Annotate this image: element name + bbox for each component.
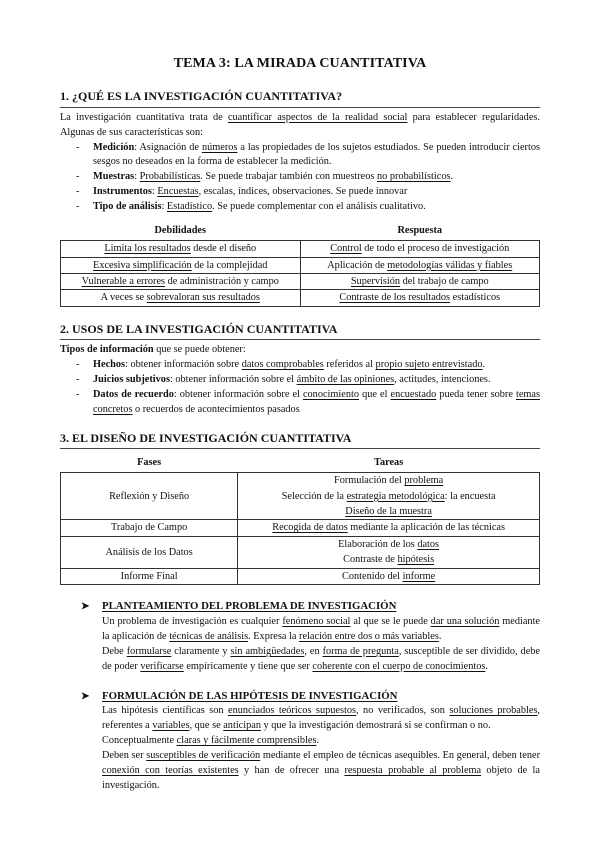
list-item: - Tipo de análisis: Estadístico. Se puede complementar con el análisis cualitativo. [76,200,540,215]
problem-paragraph-2: Debe formularse claramente y sin ambigüedades, en forma de pregunta, susceptible de ser dividido, debe de poder verificarse empíricamente y tiene que ser coherente con el cuerpo de conocimientos. [102,645,540,672]
problem-paragraph-1: Un problema de investigación es cualquier fenómeno social al que se le puede dar una solución mediante la aplicación de técnicas de análisis. Expresa la relación entre dos o más variables. [102,615,541,642]
table-header: Fases [137,457,162,469]
hypothesis-paragraph-1: Las hipótesis científicas son enunciados teóricos supuestos, no verificados, son soluciones probables, referentes a variables, que se anticipan y que la investigación demostrará si se confirman o no. [102,705,540,732]
table-row: Reflexión y Diseño Formulación del problema Selección de la estrategia metodológica: la encuesta Diseño de la muestra [61,473,540,520]
list-item: - Datos de recuerdo: obtener información sobre el conocimiento que el encuestado pueda tener sobre temas concretos o recuerdos de acontecimientos pasados [76,388,540,418]
list-item: - Muestras: Probabilísticas. Se puede trabajar también con muestreos no probabilísticos. [76,170,540,185]
section-1-heading: 1. ¿QUÉ ES LA INVESTIGACIÓN CUANTITATIVA? [60,89,343,104]
section-3-heading-block [60,430,540,449]
information-types-list [60,358,540,418]
design-phases-table [60,455,540,585]
section-1-heading-block [60,88,540,107]
table-row: Análisis de los Datos Elaboración de los datos Contraste de hipótesis [61,536,540,568]
list-item: - Hechos: obtener información sobre datos comprobables referidos al propio sujeto entrevistado. [76,358,540,373]
section-2-heading-block [60,321,540,340]
table-header: Respuesta [397,225,443,237]
characteristics-list [60,141,540,216]
hypothesis-heading: ➤ FORMULACIÓN DE LAS HIPÓTESIS DE INVESTIGACIÓN [81,689,540,705]
weaknesses-table [60,223,540,307]
list-item: - Juicios subjetivos: obtener información sobre el ámbito de las opiniones, actitudes, intenciones. [76,373,540,388]
arrow-bullet-icon: ➤ [81,601,90,613]
table-row: Trabajo de Campo Recogida de datos mediante la aplicación de las técnicas [61,520,540,536]
list-item: - Medición: Asignación de números a las propiedades de los sujetos estudiados. Se pueden introducir ciertos sesgos no deseados en la forma de establecer la medición. [76,141,540,171]
hypothesis-paragraph-3: Deben ser susceptibles de verificación mediante el empleo de técnicas asequibles. En general, deben tener conexión con teorías existentes y han de ofrecer una respuesta probable al problema objeto de la investigación. [102,749,541,791]
list-item: - Instrumentos: Encuestas, escalas, índices, observaciones. Se puede innovar [76,185,540,200]
table-row: Limita los resultados desde el diseño Control de todo el proceso de investigación [61,241,540,257]
table-header: Debilidades [154,225,206,237]
table-header: Tareas [374,457,404,469]
hypothesis-paragraph-2: Conceptualmente claras y fácilmente comprensibles. [102,735,320,746]
section-3-heading: 3. EL DISEÑO DE INVESTIGACIÓN CUANTITATIVA [60,430,352,445]
table-row: Excesiva simplificación de la complejidad Aplicación de metodologías válidas y fiables [61,257,540,273]
table-row: A veces se sobrevaloran sus resultados Contraste de los resultados estadísticos [61,290,540,306]
table-row: Vulnerable a errores de administración y campo Supervisión del trabajo de campo [61,273,540,289]
arrow-bullet-icon: ➤ [81,690,90,702]
section-2-intro: Tipos de información que se puede obtener: [60,344,246,356]
section-1-intro: La investigación cuantitativa trata de cuantificar aspectos de la realidad social para establecer regularidades. Algunas de sus características son: [60,111,540,138]
problem-heading: ➤ PLANTEAMIENTO DEL PROBLEMA DE INVESTIGACIÓN [81,599,540,615]
table-row: Informe Final Contenido del informe [61,568,540,584]
section-2-heading: 2. USOS DE LA INVESTIGACIÓN CUANTITATIVA [60,321,338,336]
page-title: TEMA 3: LA MIRADA CUANTITATIVA [173,56,427,71]
